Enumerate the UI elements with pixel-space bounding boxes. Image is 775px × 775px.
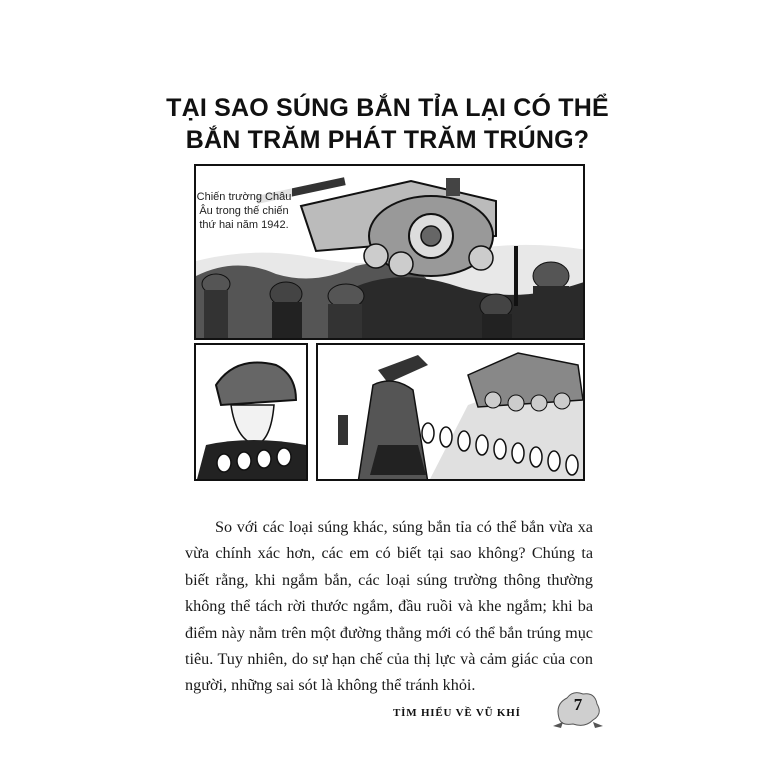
small-tank-drawing bbox=[468, 353, 583, 411]
comic-panel-soldier bbox=[194, 343, 308, 481]
comic-panel-tank-bullets bbox=[316, 343, 585, 481]
page-title bbox=[150, 92, 625, 156]
title-line-1: TẠI SAO SÚNG BẮN TỈA LẠI CÓ THỂ bbox=[166, 94, 609, 122]
book-series-label: TÌM HIỂU VỀ VŨ KHÍ bbox=[393, 707, 521, 719]
illustration-caption: Chiến trường Châu Âu trong thế chiến thứ hai năm 1942. bbox=[196, 188, 292, 234]
body-paragraph bbox=[185, 514, 593, 699]
page-number: 7 bbox=[573, 695, 583, 714]
tank-bullets-illustration bbox=[318, 345, 585, 481]
soldier-illustration bbox=[196, 345, 308, 481]
title-line-2: BẮN TRĂM PHÁT TRĂM TRÚNG? bbox=[185, 126, 590, 154]
paragraph-text: So với các loại súng khác, súng bắn tỉa có thể bắn vừa xa vừa chính xác hơn, các em có biết tại sao không? Chúng ta biết rằng, khi ngắm bắn, các loại súng trường thông thường không thể tách rời thước ngắm, đầu ruồi và khe ngắm; khi ba điểm này nằm trên một đường thẳng mới có thể bắn trúng mục tiêu. Tuy nhiên, do sự hạn chế của thị lực và cảm giác của con người, những sai sót là không thể tránh khỏi. bbox=[185, 518, 593, 695]
